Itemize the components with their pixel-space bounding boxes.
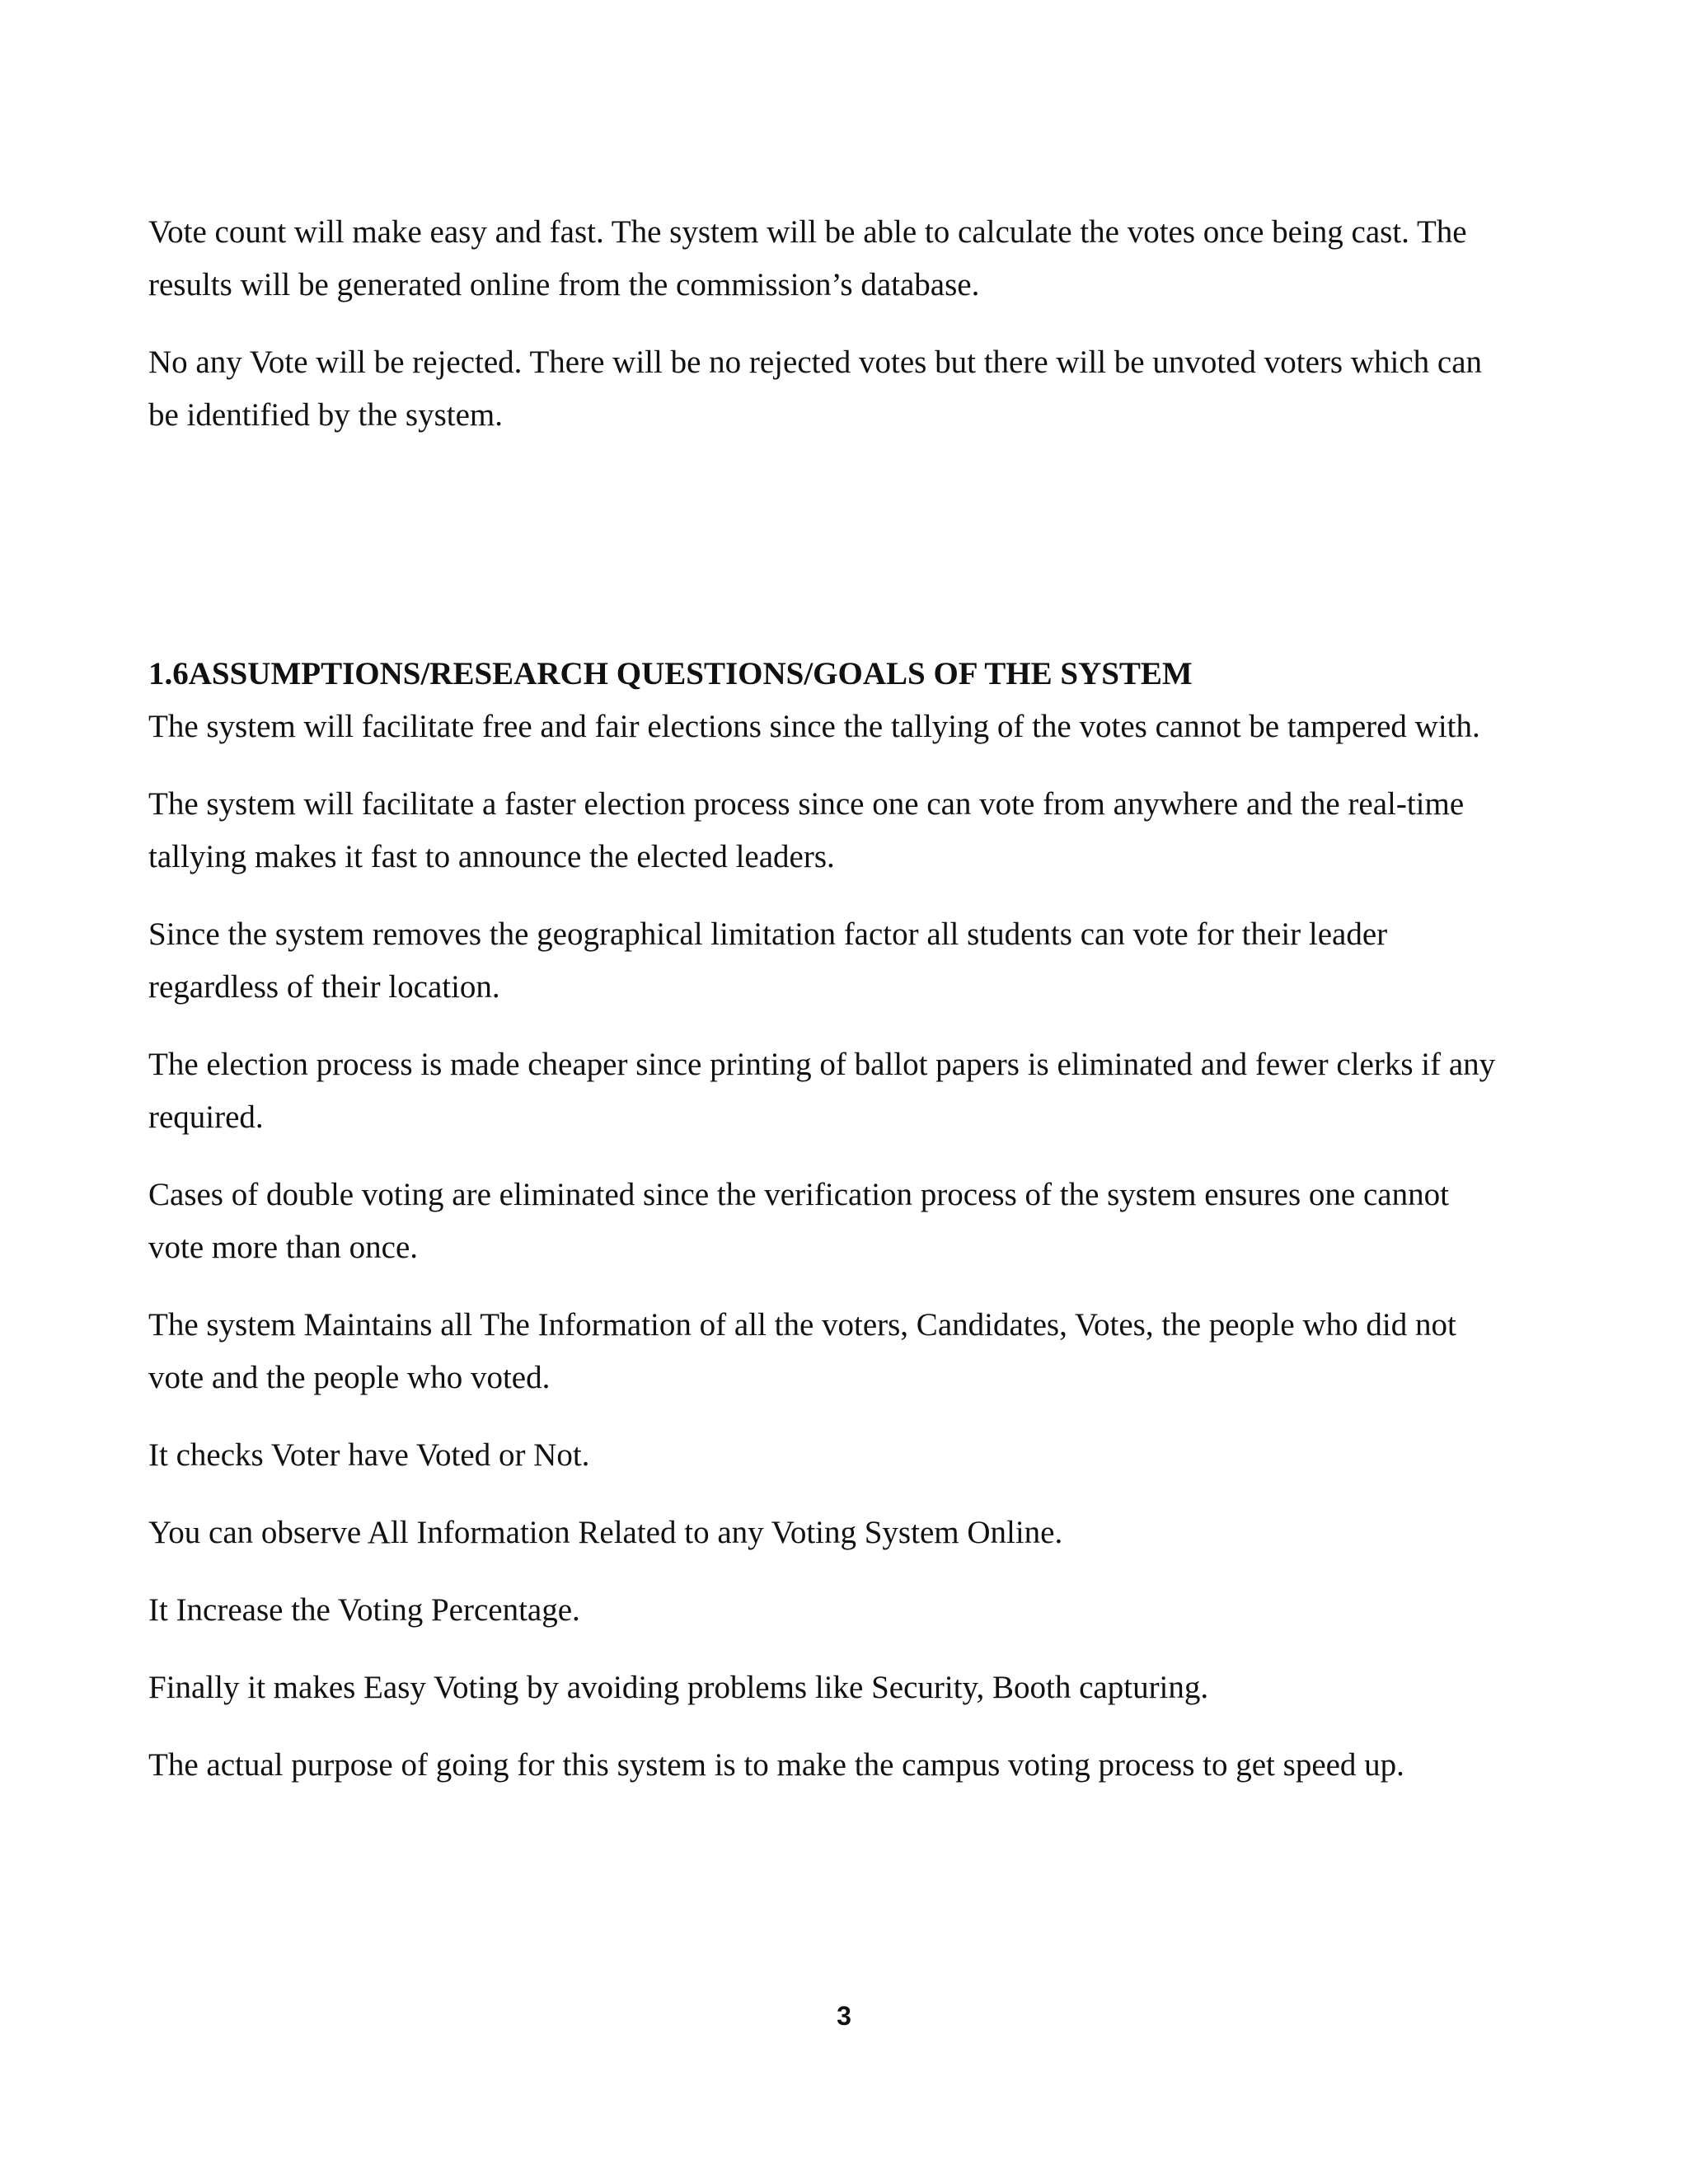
- text-line: The system will facilitate a faster election process since one can vote from anywhere and the real-time: [148, 786, 1465, 822]
- intro-paragraph-no-rejected-votes: [148, 336, 1550, 442]
- text-line: regardless of their location.: [148, 969, 500, 1005]
- paragraph: [148, 1739, 1550, 1792]
- paragraph: [148, 1429, 1550, 1482]
- text-line: It Increase the Voting Percentage.: [148, 1592, 580, 1628]
- paragraph: [148, 1299, 1550, 1404]
- paragraph: [148, 1507, 1550, 1559]
- text-line: The election process is made cheaper since printing of ballot papers is eliminated and fewer clerks if any: [148, 1047, 1496, 1082]
- text-line: Vote count will make easy and fast. The system will be able to calculate the votes once being cast. The: [148, 214, 1467, 250]
- text-line: vote and the people who voted.: [148, 1360, 551, 1395]
- text-line: vote more than once.: [148, 1230, 419, 1265]
- text-line: The system Maintains all The Information of all the voters, Candidates, Votes, the people who did not: [148, 1307, 1456, 1343]
- text-line: The actual purpose of going for this system is to make the campus voting process to get speed up.: [148, 1747, 1404, 1783]
- paragraph: [148, 1584, 1550, 1637]
- paragraph: [148, 1169, 1550, 1274]
- text-line: You can observe All Information Related to any Voting System Online.: [148, 1515, 1063, 1550]
- paragraph: [148, 1038, 1550, 1144]
- text-line: results will be generated online from the commission’s database.: [148, 267, 980, 302]
- text-line: tallying makes it fast to announce the elected leaders.: [148, 839, 835, 874]
- text-line: Since the system removes the geographical limitation factor all students can vote for their leader: [148, 916, 1388, 952]
- section-heading: 1.6ASSUMPTIONS/RESEARCH QUESTIONS/GOALS OF THE SYSTEM: [148, 656, 1193, 691]
- paragraph: [148, 908, 1550, 1014]
- text-line: Cases of double voting are eliminated since the verification process of the system ensures one cannot: [148, 1177, 1449, 1212]
- paragraph: [148, 1661, 1550, 1714]
- paragraph: [148, 778, 1550, 883]
- intro-paragraph-vote-count: [148, 206, 1550, 312]
- text-line: be identified by the system.: [148, 397, 503, 433]
- text-line: It checks Voter have Voted or Not.: [148, 1437, 590, 1473]
- document-page: [148, 206, 1550, 1816]
- page-number: 3: [837, 2001, 851, 2031]
- text-line: No any Vote will be rejected. There will be no rejected votes but there will be unvoted voters which can: [148, 344, 1483, 380]
- paragraph: [148, 701, 1550, 753]
- text-line: Finally it makes Easy Voting by avoiding problems like Security, Booth capturing.: [148, 1670, 1209, 1705]
- text-line: required.: [148, 1099, 264, 1135]
- text-line: The system will facilitate free and fair elections since the tallying of the votes cannot be tampered with.: [148, 709, 1480, 744]
